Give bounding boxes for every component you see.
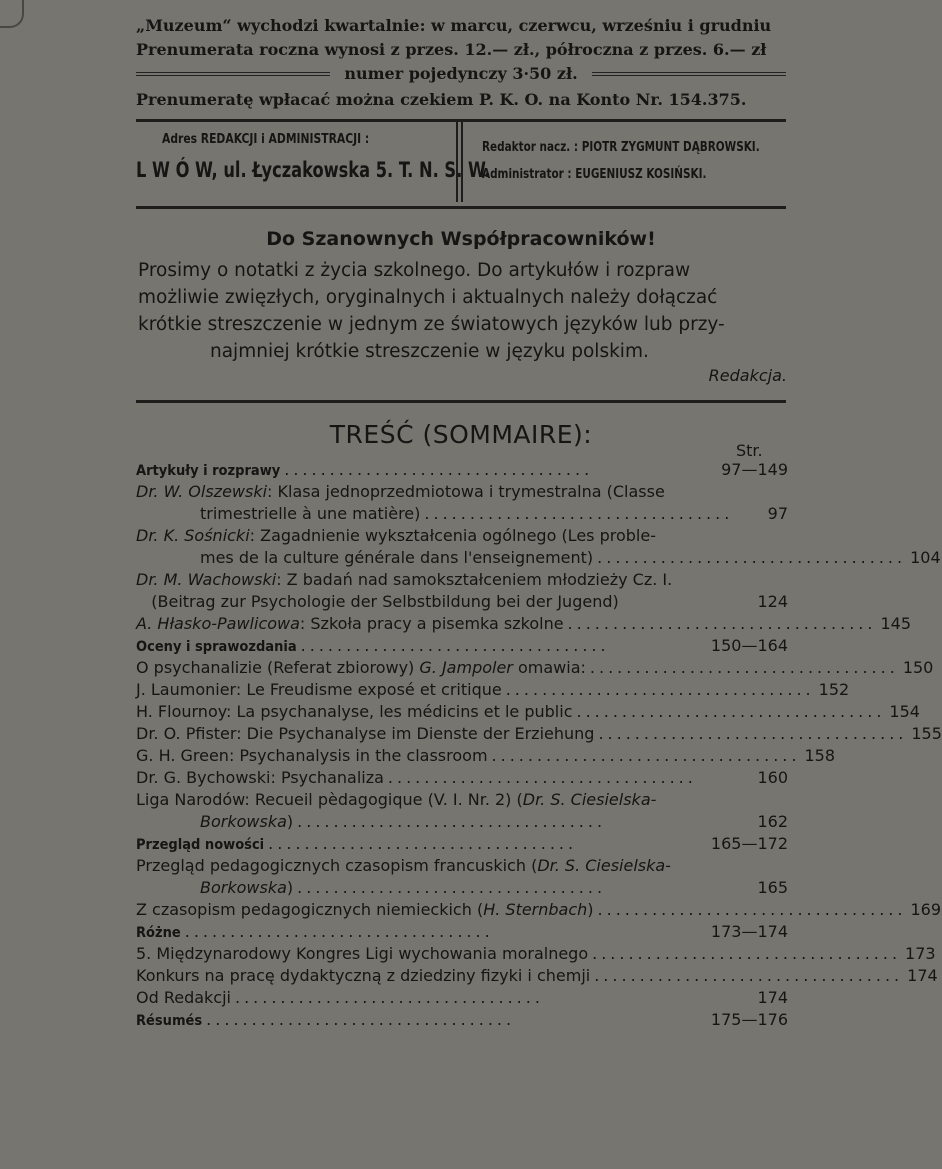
double-rule-right [592, 72, 786, 76]
notice-rule [136, 400, 786, 403]
toc-entry: Dr. K. Sośnicki: Zagadnienie wykształcenia ogólnego (Les proble- [136, 526, 656, 545]
toc-entry-cont: (Beitrag zur Psychologie der Selbstbildung bei der Jugend) 124 [136, 592, 788, 611]
toc-entry: Konkurs na pracę dydaktyczną z dziedziny fizyki i chemji .................................. 174 [136, 966, 938, 985]
page-column-label: Str. [736, 441, 763, 460]
toc-entry: Dr. O. Pfister: Die Psychanalyse im Dienste der Erziehung .................................. 155 [136, 724, 942, 743]
notice-line: krótkie streszczenie w jednym ze światowych języków lub przy- [138, 314, 725, 335]
corner-fold-mark [0, 0, 24, 28]
single-issue-price-row [136, 64, 786, 84]
toc-entry: A. Hłasko-Pawlicowa: Szkoła pracy a pisemka szkolne .................................. 145 [136, 614, 912, 633]
toc-section: Różne .................................. 173—174 [136, 922, 788, 941]
editor-name: Redaktor nacz. : PIOTR ZYGMUNT DĄBROWSKI. [482, 139, 760, 155]
address-separator [456, 122, 463, 202]
notice-line: najmniej krótkie streszczenie w języku polskim. [210, 341, 649, 362]
administrator-name: Administrator : EUGENIUSZ KOSIŃSKI. [482, 166, 707, 182]
toc-entry: 5. Międzynarodowy Kongres Ligi wychowania moralnego .................................. 173 [136, 944, 936, 963]
table-of-contents [136, 460, 942, 1032]
toc-title: TREŚĆ (SOMMAIRE): [329, 420, 593, 449]
double-rule-left [136, 72, 330, 76]
notice-title: Do Szanownych Współpracowników! [266, 228, 656, 250]
toc-entry: Dr. W. Olszewski: Klasa jednoprzedmiotowa i trymestralna (Classe [136, 482, 665, 501]
notice-line: możliwie zwięzłych, oryginalnych i aktualnych należy dołączać [138, 287, 718, 308]
toc-entry-cont: Borkowska) .................................. 165 [200, 878, 788, 897]
toc-entry-cont: trimestrielle à une matière) .................................. 97 [200, 504, 788, 523]
toc-entry: Dr. G. Bychowski: Psychanaliza .................................. 160 [136, 768, 788, 787]
toc-section: Przegląd nowości .................................. 165—172 [136, 834, 788, 853]
toc-section: Artykuły i rozprawy .................................. 97—149 [136, 460, 788, 479]
address-label: Adres REDAKCJI i ADMINISTRACJI : [162, 132, 370, 147]
address-city: L W Ó W, ul. Łyczakowska 5. T. N. S. W. [136, 158, 491, 182]
toc-entry: Z czasopism pedagogicznych niemieckich (H. Sternbach) .................................. 169 [136, 900, 942, 919]
single-issue-price: numer pojedynczy 3·50 zł. [344, 64, 578, 83]
toc-entry: Przegląd pedagogicznych czasopism francuskich (Dr. S. Ciesielska- [136, 856, 671, 875]
toc-entry: O psychanalizie (Referat zbiorowy) G. Jampoler omawia: .................................. 150 [136, 658, 934, 677]
toc-entry-cont: Borkowska) .................................. 162 [200, 812, 788, 831]
publication-schedule: „Muzeum“ wychodzi kwartalnie: w marcu, czerwcu, wrześniu i grudniu [136, 16, 772, 35]
toc-entry: J. Laumonier: Le Freudisme exposé et critique .................................. 152 [136, 680, 850, 699]
address-rule [136, 206, 786, 209]
toc-entry: H. Flournoy: La psychanalyse, les médicins et le public .................................. 154 [136, 702, 920, 721]
toc-entry: Liga Narodów: Recueil pèdagogique (V. I. Nr. 2) (Dr. S. Ciesielska- [136, 790, 657, 809]
toc-section: Oceny i sprawozdania .................................. 150—164 [136, 636, 788, 655]
toc-entry: G. H. Green: Psychanalysis in the classroom .................................. 158 [136, 746, 835, 765]
subscription-price: Prenumerata roczna wynosi z przes. 12.— zł., półroczna z przes. 6.— zł [136, 40, 767, 59]
notice-line: Prosimy o notatki z życia szkolnego. Do artykułów i rozpraw [138, 260, 691, 281]
address-block [136, 130, 786, 202]
notice-signature: Redakcja. [708, 366, 787, 385]
toc-entry: Od Redakcji .................................. 174 [136, 988, 788, 1007]
toc-entry: Dr. M. Wachowski: Z badań nad samokształceniem młodzieży Cz. I. [136, 570, 673, 589]
payment-account: Prenumeratę wpłacać można czekiem P. K. O. na Konto Nr. 154.375. [136, 90, 747, 109]
toc-section: Résumés .................................. 175—176 [136, 1010, 788, 1029]
toc-entry-cont: mes de la culture générale dans l'enseignement) .................................. 104 [200, 548, 941, 567]
